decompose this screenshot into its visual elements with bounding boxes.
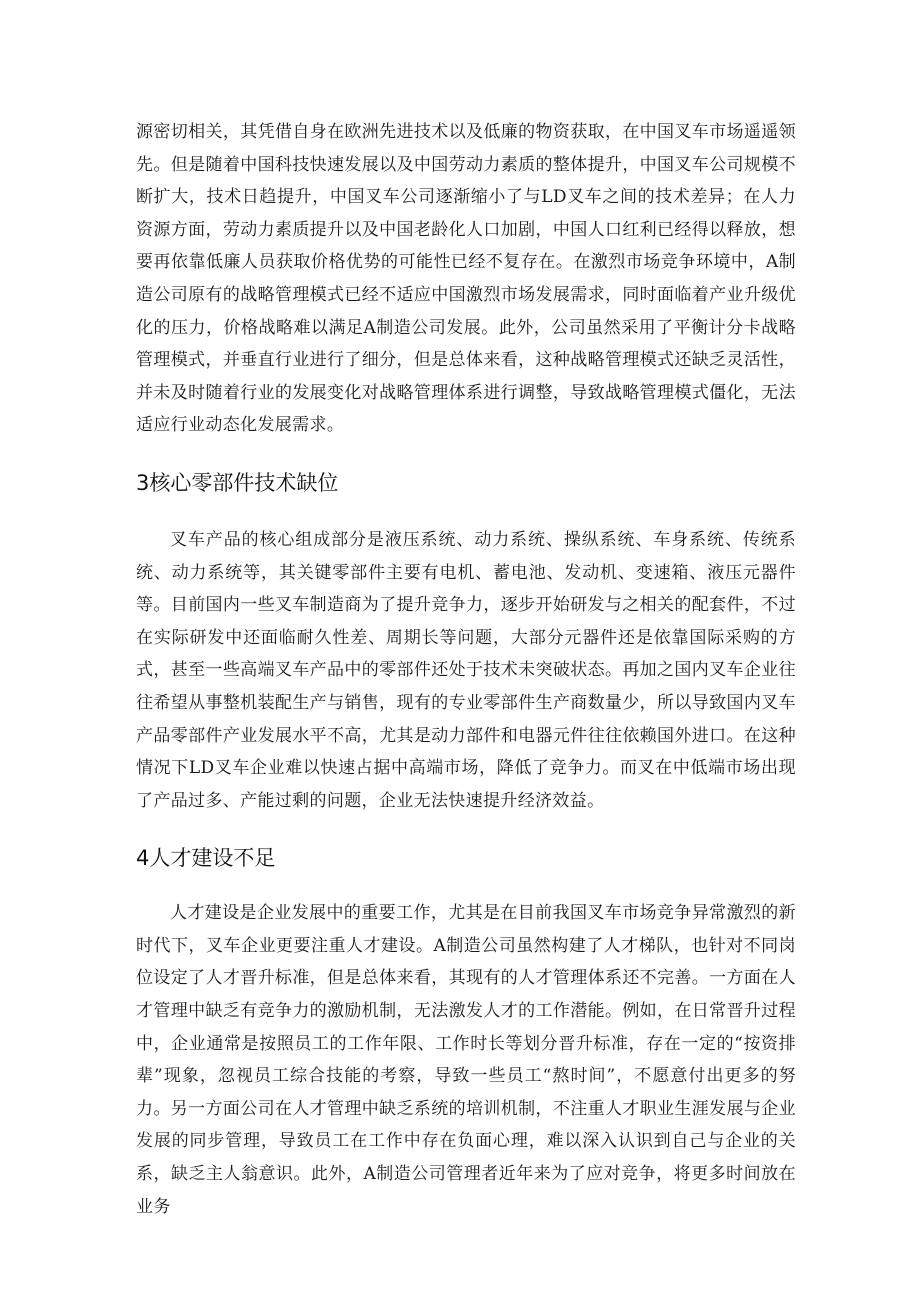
body-paragraph: 源密切相关，其凭借自身在欧洲先进技术以及低廉的物资获取，在中国叉车市场遥遥领先。但是随着中国科技快速发展以及中国劳动力素质的整体提升，中国叉车公司规模不断扩大，技术日趋提升，中国叉车公司逐渐缩小了与LD叉车之间的技术差异；在人力资源方面，劳动力素质提升以及中国老龄化人口加剧，中国人口红利已经得以释放，想要再依靠低廉人员获取价格优势的可能性已经不复存在。在激烈市场竞争环境中，A制造公司原有的战略管理模式已经不适应中国激烈市场发展需求，同时面临着产业升级优化的压力，价格战略难以满足A制造公司发展。此外，公司虽然采用了平衡计分卡战略管理模式，并垂直行业进行了细分，但是总体来看，这种战略管理模式还缺乏灵活性，并未及时随着行业的发展变化对战略管理体系进行调整，导致战略管理模式僵化，无法适应行业动态化发展需求。	[136, 122, 796, 436]
body-paragraph: 叉车产品的核心组成部分是液压系统、动力系统、操纵系统、车身系统、传统系统、动力系统等，其关键零部件主要有电机、蓄电池、发动机、变速箱、液压元器件等。目前国内一些叉车制造商为了提升竞争力，逐步开始研发与之相关的配套件，不过在实际研发中还面临耐久性差、周期长等问题，大部分元器件还是依靠国际采购的方式，甚至一些高端叉车产品中的零部件还处于技术未突破状态。再加之国内叉车企业往往希望从事整机装配生产与销售，现有的专业零部件生产商数量少，所以导致国内叉车产品零部件产业发展水平不高，尤其是动力部件和电器元件往往依赖国外进口。在这种情况下LD叉车企业难以快速占据中高端市场，降低了竞争力。而叉在中低端市场出现了产品过多、产能过剩的问题，企业无法快速提升经济效益。	[136, 529, 796, 811]
body-paragraph: 人才建设是企业发展中的重要工作，尤其是在目前我国叉车市场竞争异常激烈的新时代下，叉车企业更要注重人才建设。A制造公司虽然构建了人才梯队，也针对不同岗位设定了人才晋升标准，但是总体来看，其现有的人才管理体系还不完善。一方面在人才管理中缺乏有竞争力的激励机制，无法激发人才的工作潜能。例如，在日常晋升过程中，企业通常是按照员工的工作年限、工作时长等划分晋升标准，存在一定的“按资排辈”现象，忽视员工综合技能的考察，导致一些员工“熬时间”，不愿意付出更多的努力。另一方面公司在人才管理中缺乏系统的培训机制，不注重人才职业生涯发展与企业发展的同步管理，导致员工在工作中存在负面心理，难以深入认识到自己与企业的关系，缺乏主人翁意识。此外，A制造公司管理者近年来为了应对竞争，将更多时间放在业务	[136, 903, 796, 1217]
section-heading: 3核心零部件技术缺位	[136, 470, 339, 495]
document-page	[136, 116, 796, 1223]
section-heading: 4人才建设不足	[136, 846, 276, 871]
